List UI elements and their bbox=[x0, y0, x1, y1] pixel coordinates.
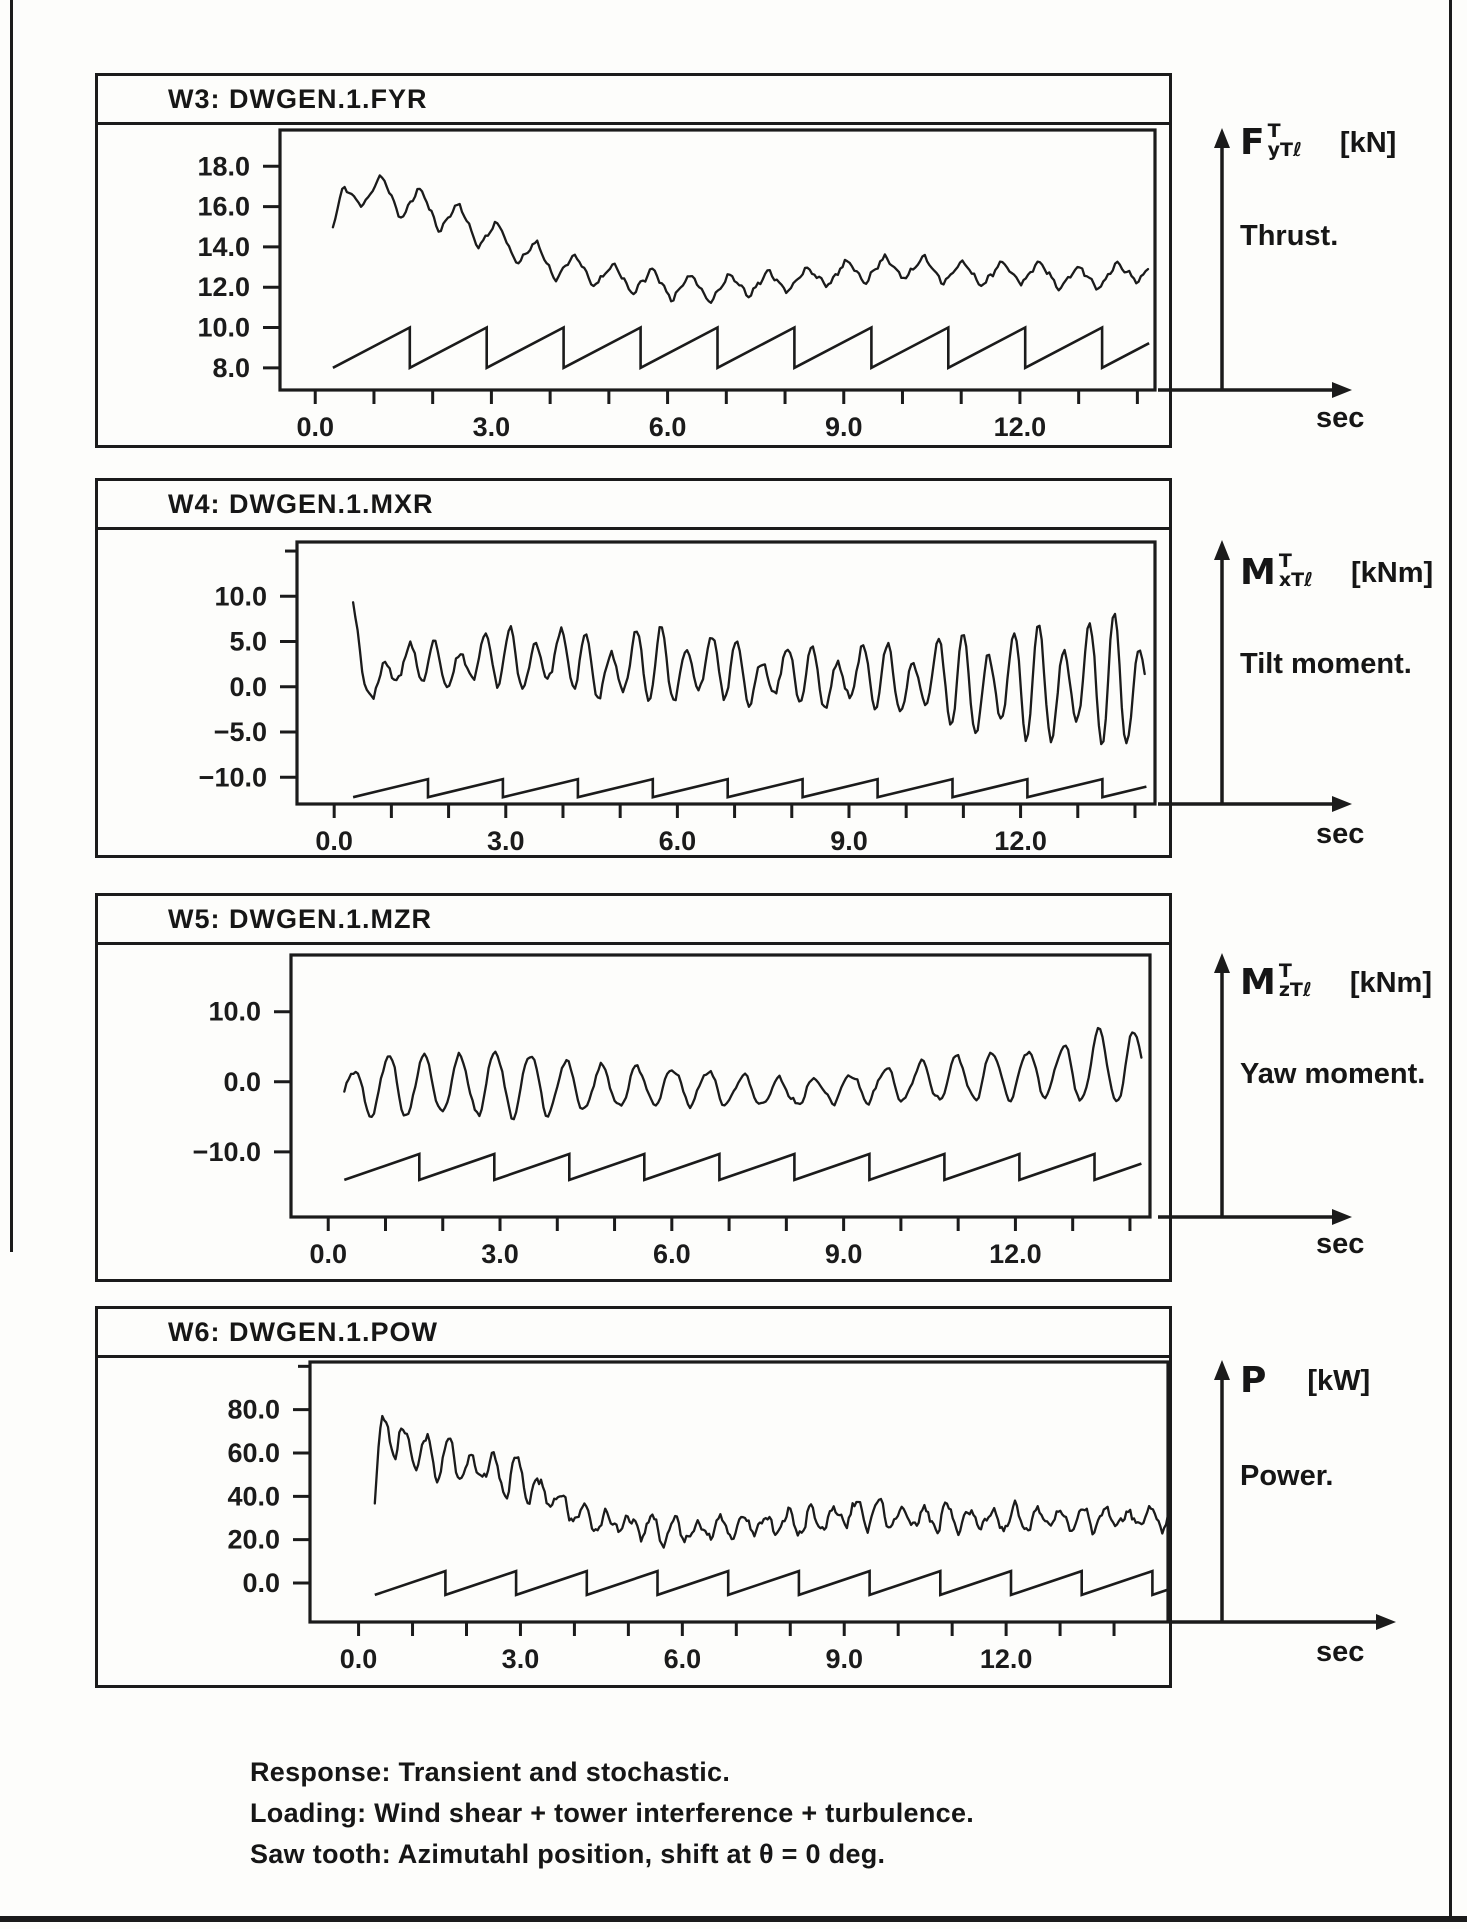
unit-label: [kW] bbox=[1307, 1365, 1371, 1397]
symbol-superscript: T bbox=[1267, 120, 1281, 142]
sawtooth-curve bbox=[375, 1571, 1168, 1595]
sawtooth-curve bbox=[344, 1154, 1141, 1180]
y-tick-label: 5.0 bbox=[229, 626, 267, 657]
quantity-name: Power. bbox=[1240, 1460, 1334, 1492]
x-tick-label: 9.0 bbox=[830, 826, 868, 856]
quantity-symbol: P bbox=[1240, 1360, 1267, 1401]
x-tick-label: 6.0 bbox=[663, 1644, 702, 1674]
caption-line-response: Response: Transient and stochastic. bbox=[250, 1757, 731, 1787]
quantity-name: Yaw moment. bbox=[1240, 1058, 1426, 1090]
signal-curve bbox=[375, 1416, 1168, 1548]
plot-window-title: W5: DWGEN.1.MZR bbox=[168, 903, 432, 934]
symbol-scripts bbox=[1279, 552, 1313, 590]
x-axis-arrowhead bbox=[1332, 796, 1352, 812]
x-axis-arrowhead bbox=[1332, 1209, 1352, 1225]
unit-label: [kN] bbox=[1339, 127, 1397, 159]
symbol-subscript: xTℓ bbox=[1278, 569, 1314, 591]
x-tick-label: 0.0 bbox=[339, 1644, 378, 1674]
plot-box bbox=[310, 1362, 1168, 1622]
plot-window-title: W6: DWGEN.1.POW bbox=[168, 1316, 438, 1347]
symbol-superscript: T bbox=[1278, 960, 1292, 982]
y-axis-arrowhead bbox=[1214, 1360, 1230, 1380]
y-tick-label: 80.0 bbox=[227, 1394, 280, 1425]
symbol-subscript: yTℓ bbox=[1267, 139, 1302, 161]
time-axis-unit: sec bbox=[1316, 1636, 1365, 1668]
y-axis-symbol bbox=[1240, 120, 1397, 164]
plot-window-title: W4: DWGEN.1.MXR bbox=[168, 488, 434, 519]
time-axis-unit: sec bbox=[1316, 1228, 1365, 1260]
signal-curve bbox=[333, 175, 1148, 302]
y-tick-label: 40.0 bbox=[227, 1481, 280, 1512]
y-tick-label: 18.0 bbox=[197, 151, 250, 182]
y-axis-arrowhead bbox=[1214, 953, 1230, 973]
quantity-symbol: F bbox=[1240, 122, 1265, 163]
symbol-subscript: zTℓ bbox=[1278, 979, 1312, 1001]
x-tick-label: 12.0 bbox=[994, 826, 1047, 856]
quantity-symbol: M bbox=[1240, 552, 1276, 593]
time-axis-unit: sec bbox=[1316, 818, 1365, 850]
y-axis-arrowhead bbox=[1214, 540, 1230, 560]
signal-curve bbox=[353, 602, 1145, 744]
plot-window-title: W3: DWGEN.1.FYR bbox=[168, 83, 428, 114]
symbol-superscript: T bbox=[1278, 550, 1292, 572]
time-axis-unit: sec bbox=[1316, 402, 1365, 434]
x-tick-label: 0.0 bbox=[315, 826, 353, 856]
x-tick-label: 6.0 bbox=[658, 826, 697, 856]
x-tick-label: 3.0 bbox=[472, 412, 511, 442]
y-axis-symbol bbox=[1240, 1360, 1371, 1401]
figure-caption bbox=[250, 1752, 974, 1875]
x-tick-label: 0.0 bbox=[296, 412, 335, 442]
symbol-scripts bbox=[1279, 962, 1312, 1000]
y-tick-label: −10.0 bbox=[198, 762, 267, 793]
y-tick-label: 0.0 bbox=[223, 1066, 261, 1097]
x-axis-arrowhead bbox=[1332, 382, 1352, 398]
x-tick-label: 9.0 bbox=[824, 1239, 863, 1269]
y-tick-label: 10.0 bbox=[197, 312, 250, 343]
quantity-name: Tilt moment. bbox=[1240, 648, 1412, 680]
quantity-symbol: M bbox=[1240, 962, 1276, 1003]
x-tick-label: 9.0 bbox=[825, 1644, 863, 1674]
y-tick-label: 0.0 bbox=[242, 1568, 280, 1598]
y-tick-label: 16.0 bbox=[197, 191, 250, 222]
x-tick-label: 12.0 bbox=[993, 412, 1047, 442]
y-tick-label: 10.0 bbox=[214, 581, 267, 612]
y-tick-label: 60.0 bbox=[227, 1438, 280, 1468]
unit-label: [kNm] bbox=[1349, 967, 1432, 999]
x-tick-label: 6.0 bbox=[653, 1239, 691, 1269]
y-axis-symbol bbox=[1240, 550, 1434, 594]
x-tick-label: 0.0 bbox=[309, 1239, 347, 1269]
x-tick-label: 12.0 bbox=[989, 1239, 1042, 1269]
y-tick-label: 8.0 bbox=[212, 352, 250, 383]
y-tick-label: 20.0 bbox=[227, 1524, 280, 1555]
symbol-scripts bbox=[1268, 122, 1302, 160]
y-axis-symbol bbox=[1240, 960, 1432, 1004]
x-tick-label: 3.0 bbox=[487, 826, 525, 856]
x-tick-label: 3.0 bbox=[481, 1239, 519, 1269]
x-axis-arrowhead bbox=[1376, 1614, 1396, 1630]
sawtooth-curve bbox=[353, 779, 1146, 797]
unit-label: [kNm] bbox=[1351, 557, 1434, 589]
y-tick-label: −5.0 bbox=[213, 717, 267, 748]
caption-line-sawtooth: Saw tooth: Azimutahl position, shift at θ = 0 deg. bbox=[250, 1839, 886, 1869]
sawtooth-curve bbox=[333, 328, 1149, 368]
caption-line-loading: Loading: Wind shear + tower interference + turbulence. bbox=[250, 1798, 975, 1828]
y-tick-label: 0.0 bbox=[229, 671, 267, 702]
y-axis-arrowhead bbox=[1214, 128, 1230, 148]
quantity-name: Thrust. bbox=[1240, 220, 1339, 252]
y-tick-label: 14.0 bbox=[197, 231, 250, 262]
x-tick-label: 9.0 bbox=[824, 412, 863, 442]
signal-curve bbox=[344, 1028, 1141, 1119]
x-tick-label: 6.0 bbox=[648, 412, 687, 442]
x-tick-label: 12.0 bbox=[979, 1644, 1033, 1674]
y-tick-label: 12.0 bbox=[197, 272, 250, 303]
x-tick-label: 3.0 bbox=[501, 1644, 540, 1674]
y-tick-label: −10.0 bbox=[192, 1136, 261, 1167]
y-tick-label: 10.0 bbox=[208, 996, 261, 1027]
